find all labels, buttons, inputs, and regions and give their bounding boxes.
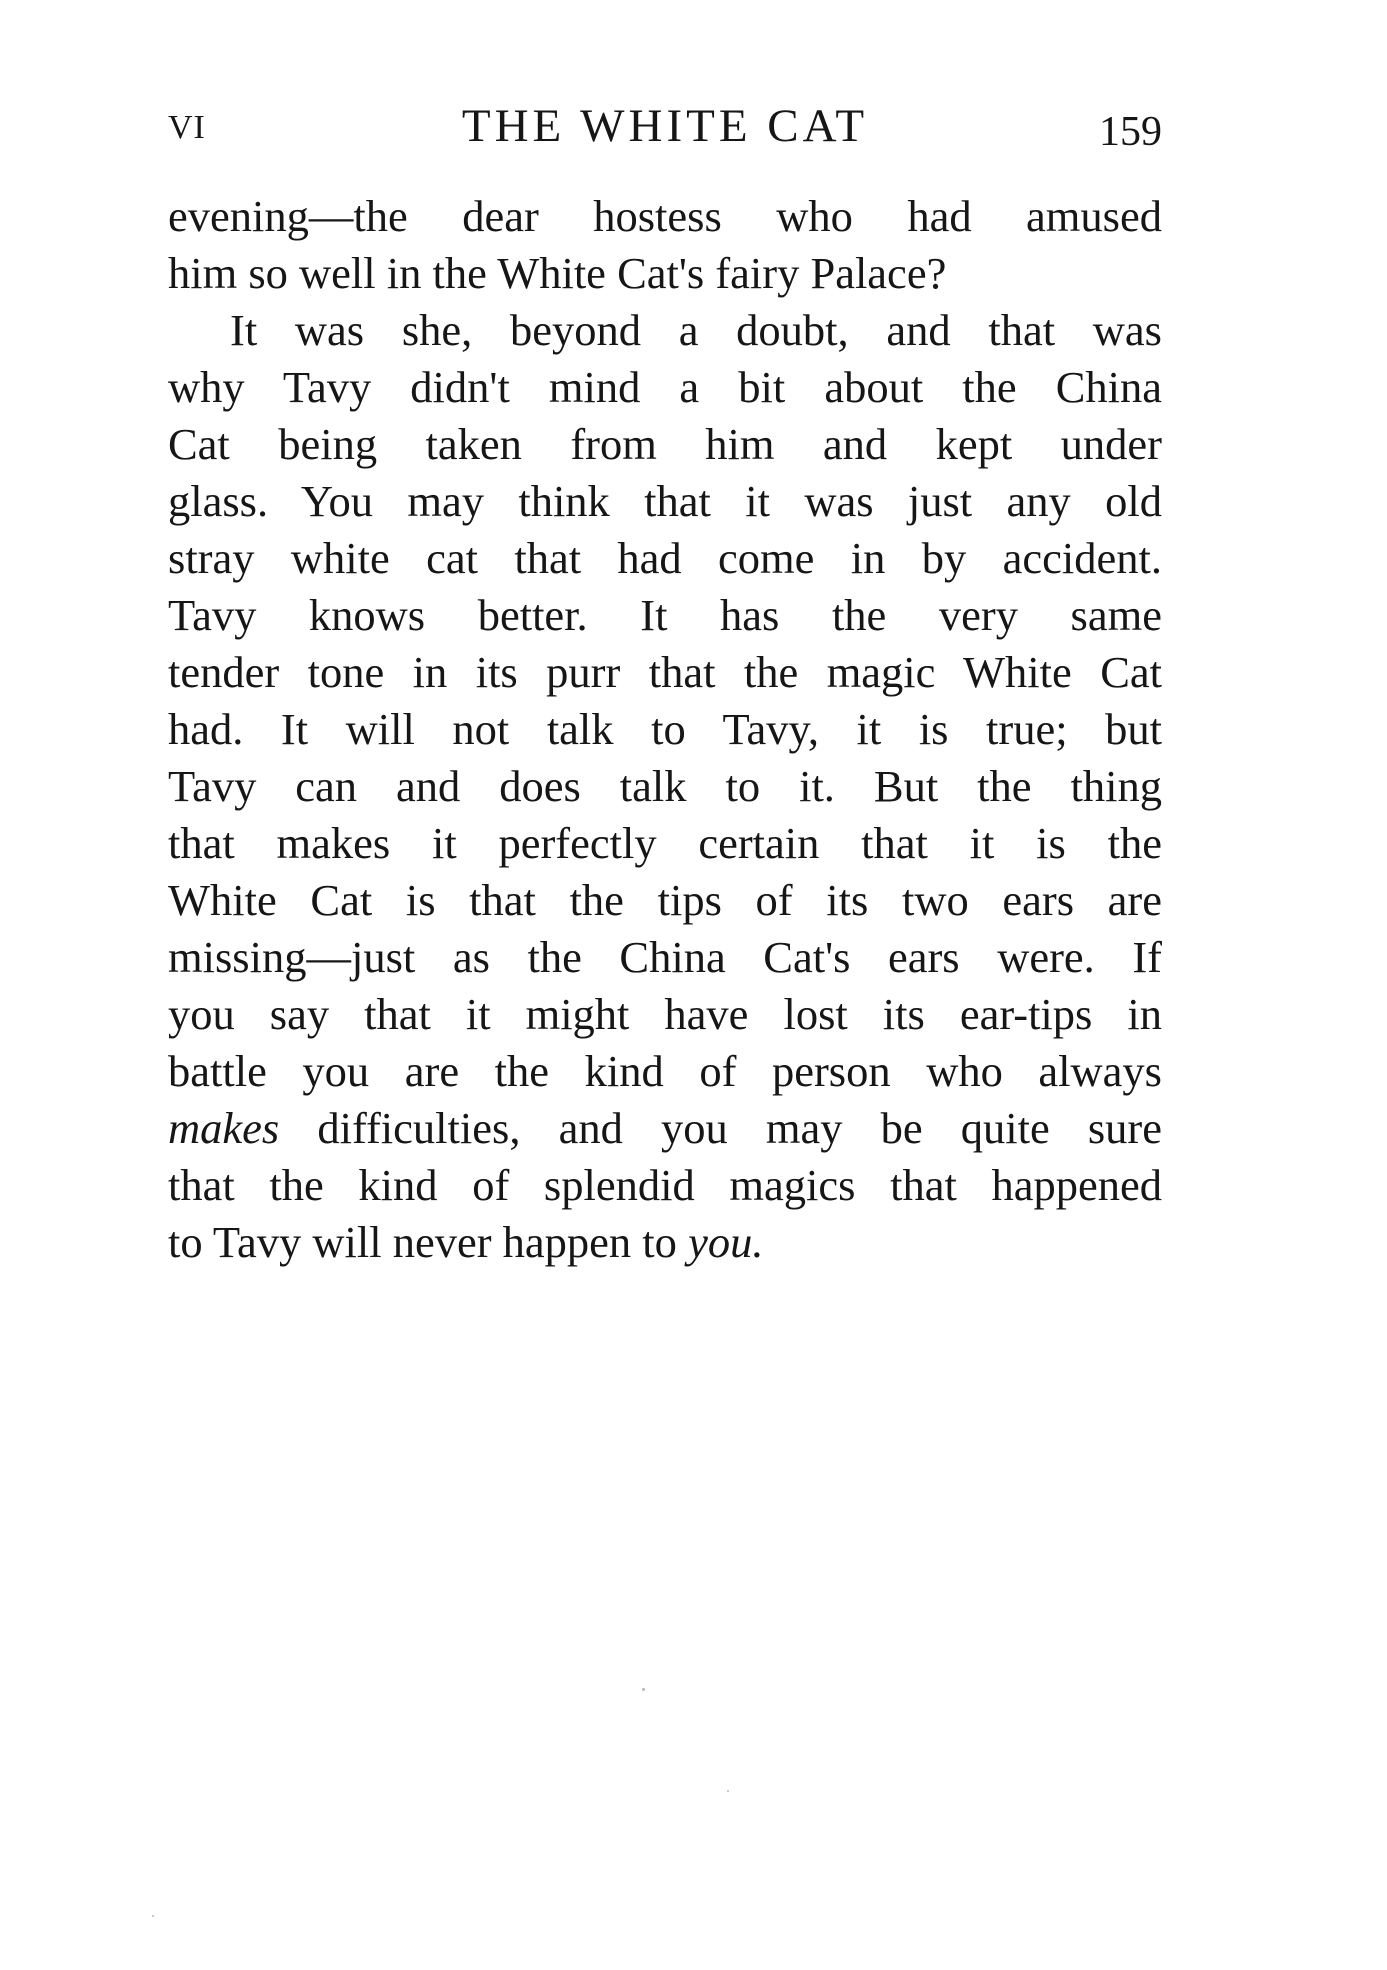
chapter-number: VI — [168, 109, 206, 146]
text-line: Cat being taken from him and kept under — [168, 419, 1162, 469]
text-line: glass. You may think that it was just any old — [168, 476, 1162, 526]
text-line-with-emphasis — [168, 1100, 1162, 1157]
text-line: why Tavy didn't mind a bit about the China — [168, 362, 1162, 412]
text-line: you say that it might have lost its ear-tips in — [168, 989, 1162, 1039]
emphasized-word: makes — [168, 1103, 280, 1153]
text-line: had. It will not talk to Tavy, it is true; but — [168, 704, 1162, 754]
text-line: evening—the dear hostess who had amused — [168, 191, 1162, 241]
text-line: tender tone in its purr that the magic White Cat — [168, 647, 1162, 697]
page-number: 159 — [1099, 109, 1162, 155]
paper-speck — [642, 1688, 645, 1691]
text-line-with-emphasis — [168, 1214, 1162, 1271]
text-run: to Tavy will never happen to — [168, 1217, 689, 1267]
text-run: difficulties, and you may be quite sure — [279, 1103, 1162, 1153]
text-line: him so well in the White Cat's fairy Palace? — [168, 248, 947, 298]
text-line: that the kind of splendid magics that happened — [168, 1160, 1162, 1210]
text-line: that makes it perfectly certain that it is the — [168, 818, 1162, 868]
text-line: stray white cat that had come in by accident. — [168, 533, 1162, 583]
text-line: White Cat is that the tips of its two ears are — [168, 875, 1162, 925]
text-line: Tavy knows better. It has the very same — [168, 590, 1162, 640]
running-title: THE WHITE CAT — [461, 100, 869, 152]
paper-speck — [152, 1915, 154, 1917]
running-head — [168, 96, 1162, 156]
emphasized-word: you. — [688, 1217, 764, 1267]
text-line: Tavy can and does talk to it. But the thing — [168, 761, 1162, 811]
text-line: missing—just as the China Cat's ears were. If — [168, 932, 1162, 982]
paper-speck — [727, 1790, 729, 1792]
text-line: battle you are the kind of person who always — [168, 1046, 1162, 1096]
text-line: It was she, beyond a doubt, and that was — [230, 305, 1162, 355]
body-text — [168, 188, 1162, 1271]
